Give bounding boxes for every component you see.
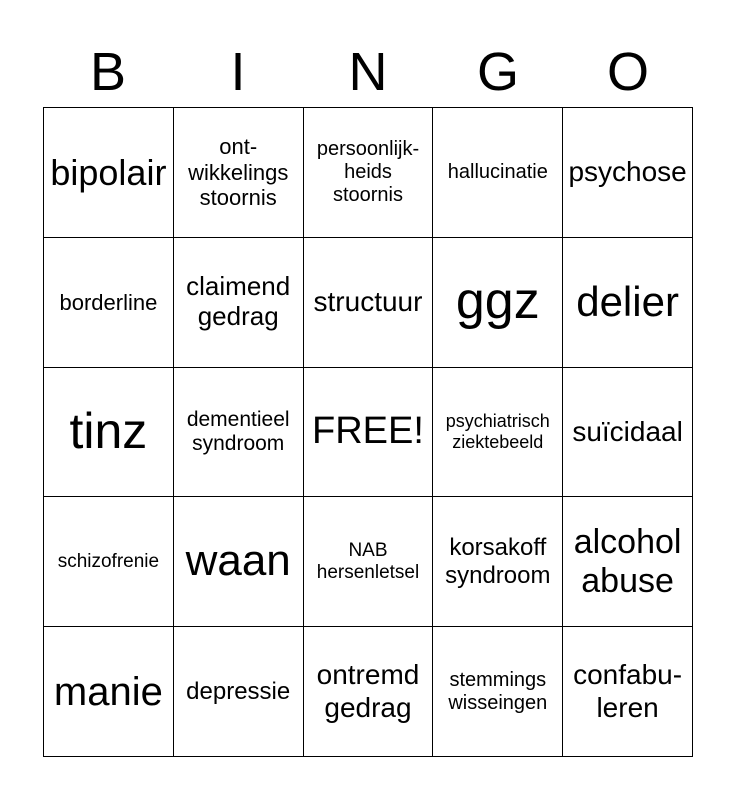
bingo-cell-text: confabu- leren — [573, 659, 683, 723]
bingo-cell-text: stemmings wisseingen — [448, 668, 548, 714]
bingo-cell-text: dementieel syndroom — [186, 407, 290, 455]
bingo-cell-text: tinz — [69, 403, 148, 460]
bingo-cell-text: depressie — [186, 677, 291, 705]
bingo-cell-text: NAB hersenletsel — [316, 539, 420, 583]
bingo-cell[interactable] — [304, 497, 434, 627]
bingo-cell[interactable] — [304, 627, 434, 757]
bingo-cell[interactable] — [563, 368, 693, 498]
bingo-cell-text: korsakoff syndroom — [445, 534, 551, 589]
bingo-cell-text: borderline — [59, 289, 158, 315]
header-letter-g: G — [476, 42, 519, 102]
bingo-cell-text: alcohol abuse — [573, 522, 682, 600]
header-letter-i: I — [230, 42, 246, 102]
bingo-cell-text: psychiatrisch ziektebeeld — [445, 411, 550, 452]
bingo-cell-text: persoonlijk- heids stoornis — [316, 137, 420, 206]
bingo-cell-text: manie — [53, 669, 163, 714]
bingo-cell[interactable] — [563, 627, 693, 757]
bingo-cell[interactable] — [44, 368, 174, 498]
bingo-cell[interactable] — [433, 368, 563, 498]
bingo-cell[interactable] — [304, 108, 434, 238]
header-letter-o: O — [606, 42, 649, 102]
bingo-cell[interactable] — [44, 497, 174, 627]
bingo-cell[interactable] — [433, 497, 563, 627]
bingo-cell[interactable] — [174, 627, 304, 757]
bingo-cell-text: psychose — [568, 156, 687, 188]
bingo-cell-text: FREE! — [312, 410, 424, 453]
header-letter-n: N — [348, 42, 388, 102]
bingo-cell[interactable] — [44, 108, 174, 238]
bingo-cell-text: ont- wikkelings stoornis — [188, 134, 289, 211]
bingo-cell[interactable] — [44, 627, 174, 757]
bingo-cell[interactable] — [433, 627, 563, 757]
bingo-header — [43, 40, 693, 104]
bingo-cell-text: bipolair — [50, 151, 167, 193]
bingo-cell-text: delier — [576, 278, 679, 326]
bingo-cell-text: structuur — [313, 286, 423, 318]
header-letter-b: B — [89, 42, 127, 102]
bingo-cell[interactable] — [44, 238, 174, 368]
bingo-cell-text: hallucinatie — [447, 160, 548, 183]
bingo-cell[interactable] — [563, 238, 693, 368]
bingo-cell-text: claimend gedrag — [186, 271, 291, 332]
bingo-cell-text: ggz — [455, 272, 540, 331]
bingo-cell-text: suïcidaal — [572, 415, 683, 447]
bingo-cell[interactable] — [174, 497, 304, 627]
bingo-cell[interactable] — [174, 368, 304, 498]
bingo-cell[interactable] — [433, 108, 563, 238]
bingo-cell-text: ontremd gedrag — [316, 659, 420, 723]
bingo-grid — [43, 107, 693, 757]
bingo-cell[interactable] — [563, 108, 693, 238]
bingo-cell-text: waan — [185, 536, 291, 586]
bingo-cell[interactable] — [304, 368, 434, 498]
bingo-cell[interactable] — [174, 108, 304, 238]
bingo-cell-text: schizofrenie — [57, 550, 160, 572]
bingo-cell[interactable] — [174, 238, 304, 368]
bingo-cell[interactable] — [304, 238, 434, 368]
bingo-cell[interactable] — [563, 497, 693, 627]
bingo-cell[interactable] — [433, 238, 563, 368]
